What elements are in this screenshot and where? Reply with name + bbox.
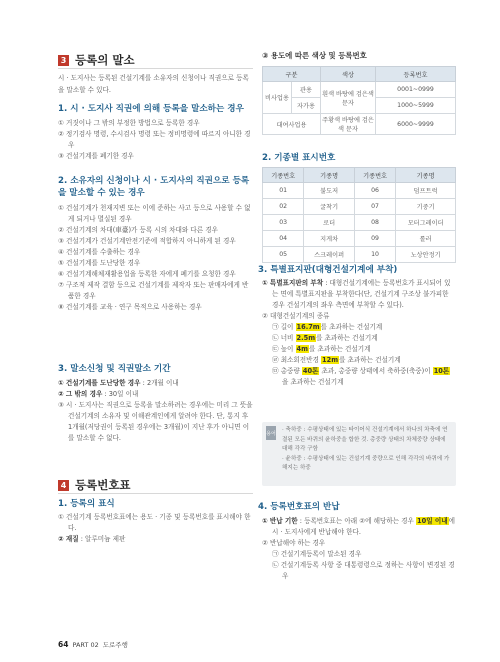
term-note-box [262, 422, 456, 486]
table-cell: 스크레이퍼 [304, 247, 355, 263]
list-item: ⑧ 건설기계를 교육 · 연구 목적으로 사용하는 경우 [58, 303, 202, 311]
highlight: 4m [296, 345, 308, 353]
page-footer [58, 640, 128, 649]
list-item: ⑦ 구조적 제작 결함 등으로 건설기계를 제작자 또는 판매자에게 반품한 경우 [58, 281, 249, 300]
table-header: 기종번호 [263, 168, 304, 183]
list-item: ② 건설기계의 차대(車臺)가 등록 시의 차대와 다른 경우 [58, 226, 218, 234]
sub-text: 를 초과하는 건설기계 [320, 323, 383, 331]
item-label: ① 특별표지판의 부착 [262, 279, 324, 287]
table-cell: 불도저 [304, 183, 355, 199]
sub-item [272, 333, 456, 344]
section-divider [58, 493, 253, 494]
table-row [263, 247, 456, 263]
intro-paragraph: 시 · 도지사는 등록된 건설기계를 소유자의 신청이나 직권으로 등록을 말소할 수 있다. [58, 74, 249, 94]
highlight: 40톤 [302, 367, 319, 375]
list-h4 [58, 512, 253, 545]
item-text: : 알루미늄 제판 [78, 535, 126, 543]
table-cell: 04 [263, 231, 304, 247]
table-cell: 기중기 [396, 199, 456, 215]
section-4-header [58, 477, 131, 493]
table-cell: 06 [354, 183, 395, 199]
machine-type-table [262, 167, 456, 263]
table-cell: 03 [263, 215, 304, 231]
list-item: ② 반납해야 하는 경우 [262, 539, 326, 547]
table-row [263, 183, 456, 199]
note-line: · 축하중 : 수평상태에 있는 타이어식 건설기계에서 하나의 차축에 연결된 모든 바퀴의 윤하중을 합한 것. 총중량 상태의 차체중량 상태에 대해 각각 구함 [282, 427, 448, 452]
table-cell: 지게차 [304, 231, 355, 247]
sub-text: ㉡ 너비 [272, 334, 296, 342]
note-line: · 윤하중 : 수평상태에 있는 건설기계 중량으로 인해 각각의 바퀴에 가해지는 하중 [282, 455, 450, 471]
list-item: ⑥ 건설기계해체재활용업을 등록한 자에게 폐기를 요청한 경우 [58, 270, 236, 278]
right-heading-4: 4. 등록번호표의 반납 [258, 502, 340, 512]
return-plate-block [262, 516, 456, 582]
table-cell: 덤프트럭 [396, 183, 456, 199]
sub-item [272, 344, 456, 355]
part-label: PART 02 [72, 640, 99, 649]
item-label: ① 반납 기한 [262, 517, 298, 525]
table-cell: 흰색 바탕에 검은색 문자 [321, 82, 376, 114]
note-text [282, 426, 452, 474]
table-header-row [263, 67, 456, 82]
list-item: ③ 건설기계가 건설기계안전기준에 적합하지 아니하게 된 경우 [58, 237, 236, 245]
list-item [262, 516, 456, 538]
section-title: 등록의 말소 [75, 53, 135, 67]
section-number: 4 [58, 480, 69, 491]
list-item: ② 대형건설기계의 종류 [262, 312, 330, 320]
section-divider [58, 68, 253, 69]
section-number: 3 [58, 55, 69, 66]
table-row [263, 199, 456, 215]
sub-item [272, 366, 456, 388]
list-h1 [58, 118, 253, 162]
item-text: 에 시 · 도지사에게 반납해야 한다. [272, 517, 455, 536]
table1-title: ③ 용도에 따른 색상 및 등록번호 [262, 51, 367, 60]
heading-1: 1. 시 · 도지사 직권에 의해 등록을 말소하는 경우 [58, 104, 244, 114]
table-header: 기종명 [304, 168, 355, 183]
sub-item: ㉡ 건설기계등록 사항 중 대통령령으로 정하는 사항이 변경된 경우 [272, 561, 455, 580]
table-cell: 로더 [304, 215, 355, 231]
right-heading-2: 2. 기종별 표시번호 [262, 153, 336, 163]
list-item: ① 거짓이나 그 밖의 부정한 방법으로 등록한 경우 [58, 119, 200, 127]
table-header: 등록번호 [376, 67, 456, 82]
list-item [58, 378, 253, 389]
list-item: ④ 건설기계를 수출하는 경우 [58, 248, 141, 256]
list-item: ① 건설기계 등록번호표에는 용도 · 기종 및 등록번호를 표시해야 한다. [58, 513, 251, 532]
table-cell: 01 [263, 183, 304, 199]
table-cell: 대여사업용 [263, 114, 321, 135]
highlight: 2.5m [296, 334, 316, 342]
page-number: 64 [58, 640, 69, 649]
table-row [263, 215, 456, 231]
sub-text: ㉠ 길이 [272, 323, 296, 331]
sub-list [262, 549, 456, 582]
table-cell: 6000~9999 [376, 114, 456, 135]
sub-text: 를 초과하는 건설기계 [339, 356, 401, 364]
highlight: 10톤 [433, 367, 450, 375]
item-text: : 등록번호표는 아래 ②에 해당하는 경우 [297, 517, 417, 525]
table-cell: 주황색 바탕에 검은색 문자 [321, 114, 376, 135]
table-cell: 굴착기 [304, 199, 355, 215]
table-header: 기종명 [396, 168, 456, 183]
table-cell: 08 [354, 215, 395, 231]
special-plate-block [262, 278, 456, 388]
section-title: 등록번호표 [75, 478, 131, 492]
right-heading-3: 3. 특별표지판(대형건설기계에 부착) [258, 265, 398, 275]
table-cell: 비사업용 [263, 82, 292, 114]
table-cell: 10 [354, 247, 395, 263]
list-item: ② 정기검사 명령, 수시검사 명령 또는 정비명령에 따르지 아니한 경우 [58, 130, 251, 149]
section-3-header [58, 52, 135, 68]
table-cell: 05 [263, 247, 304, 263]
sub-text: 을 초과하는 건설기계 [282, 378, 344, 386]
table-cell: 0001~0999 [376, 82, 456, 98]
table-cell: 09 [354, 231, 395, 247]
table-cell: 07 [354, 199, 395, 215]
list-item: ③ 시 · 도지사는 직권으로 등록을 말소하려는 경우에는 미리 그 뜻을 건설기계의 소유자 및 이해관계인에게 알려야 한다. 단, 통지 후 1개월(저당권이 등록된 경우에는 3개월)이 지난 후가 아니면 이를 말소할 수 없다. [58, 401, 253, 442]
table-header: 구분 [263, 67, 321, 82]
highlight: 12m [322, 356, 339, 364]
table-row [263, 82, 456, 98]
list-item: ① 건설기계가 천재지변 또는 이에 준하는 사고 등으로 사용할 수 없게 되거나 멸실된 경우 [58, 204, 251, 223]
sub-item [272, 355, 456, 366]
sub-text: 를 초과하는 건설기계 [316, 334, 378, 342]
table-cell: 관용 [292, 82, 321, 98]
table-cell: 노상안정기 [396, 247, 456, 263]
heading-3: 3. 말소신청 및 직권말소 기간 [58, 364, 171, 374]
list-item [58, 389, 253, 400]
table-cell: 1000~5999 [376, 98, 456, 114]
table-cell: 모터그레이더 [396, 215, 456, 231]
item-label: ② 그 밖의 경우 [58, 390, 103, 398]
highlight: 10일 이내 [417, 517, 448, 525]
heading-4: 1. 등록의 표식 [58, 499, 115, 509]
sub-text: ㉤ 총중량 [272, 367, 302, 375]
list-item: ⑤ 건설기계를 도난당한 경우 [58, 259, 141, 267]
sub-text: ㉣ 최소회전반경 [272, 356, 322, 364]
list-item [58, 534, 253, 545]
color-number-table [262, 66, 456, 135]
table-header-row [263, 168, 456, 183]
list-item [262, 278, 456, 311]
sub-item: ㉠ 건설기계등록이 말소된 경우 [272, 550, 362, 558]
table-cell: 02 [263, 199, 304, 215]
item-label: ② 재질 [58, 535, 79, 543]
table-header: 색상 [321, 67, 376, 82]
note-tag: 용어 [266, 426, 276, 440]
list-h3 [58, 378, 253, 444]
sub-text: ㉢ 높이 [272, 345, 296, 353]
sub-text: 를 초과하는 건설기계 [309, 345, 371, 353]
table-cell: 자가용 [292, 98, 321, 114]
list-h2 [58, 203, 253, 313]
item-text: : 2개월 이내 [140, 379, 179, 387]
sub-text: 초과, 총중량 상태에서 축하중(축중)이 [319, 367, 433, 375]
sub-list [262, 322, 456, 388]
heading-2: 2. 소유자의 신청이나 시 · 도지사의 직권으로 등록을 말소할 수 있는 경우 [58, 176, 250, 198]
list-item: ③ 건설기계를 폐기한 경우 [58, 152, 134, 160]
table-header: 기종번호 [354, 168, 395, 183]
item-text: : 30일 이내 [102, 390, 139, 398]
sub-item [272, 322, 456, 333]
item-text: : 대형건설기계에는 등록번호가 표시되어 있는 면에 특별표지판을 부착한다(단, 건설기계 구조상 불가피한 경우 건설기계의 좌우 측면에 부착할 수 있다). [272, 279, 451, 309]
item-label: ① 건설기계를 도난당한 경우 [58, 379, 141, 387]
table-cell: 롤러 [396, 231, 456, 247]
table-row [263, 114, 456, 135]
highlight: 16.7m [296, 323, 320, 331]
part-title: 도로주행 [102, 641, 128, 649]
table-row [263, 231, 456, 247]
